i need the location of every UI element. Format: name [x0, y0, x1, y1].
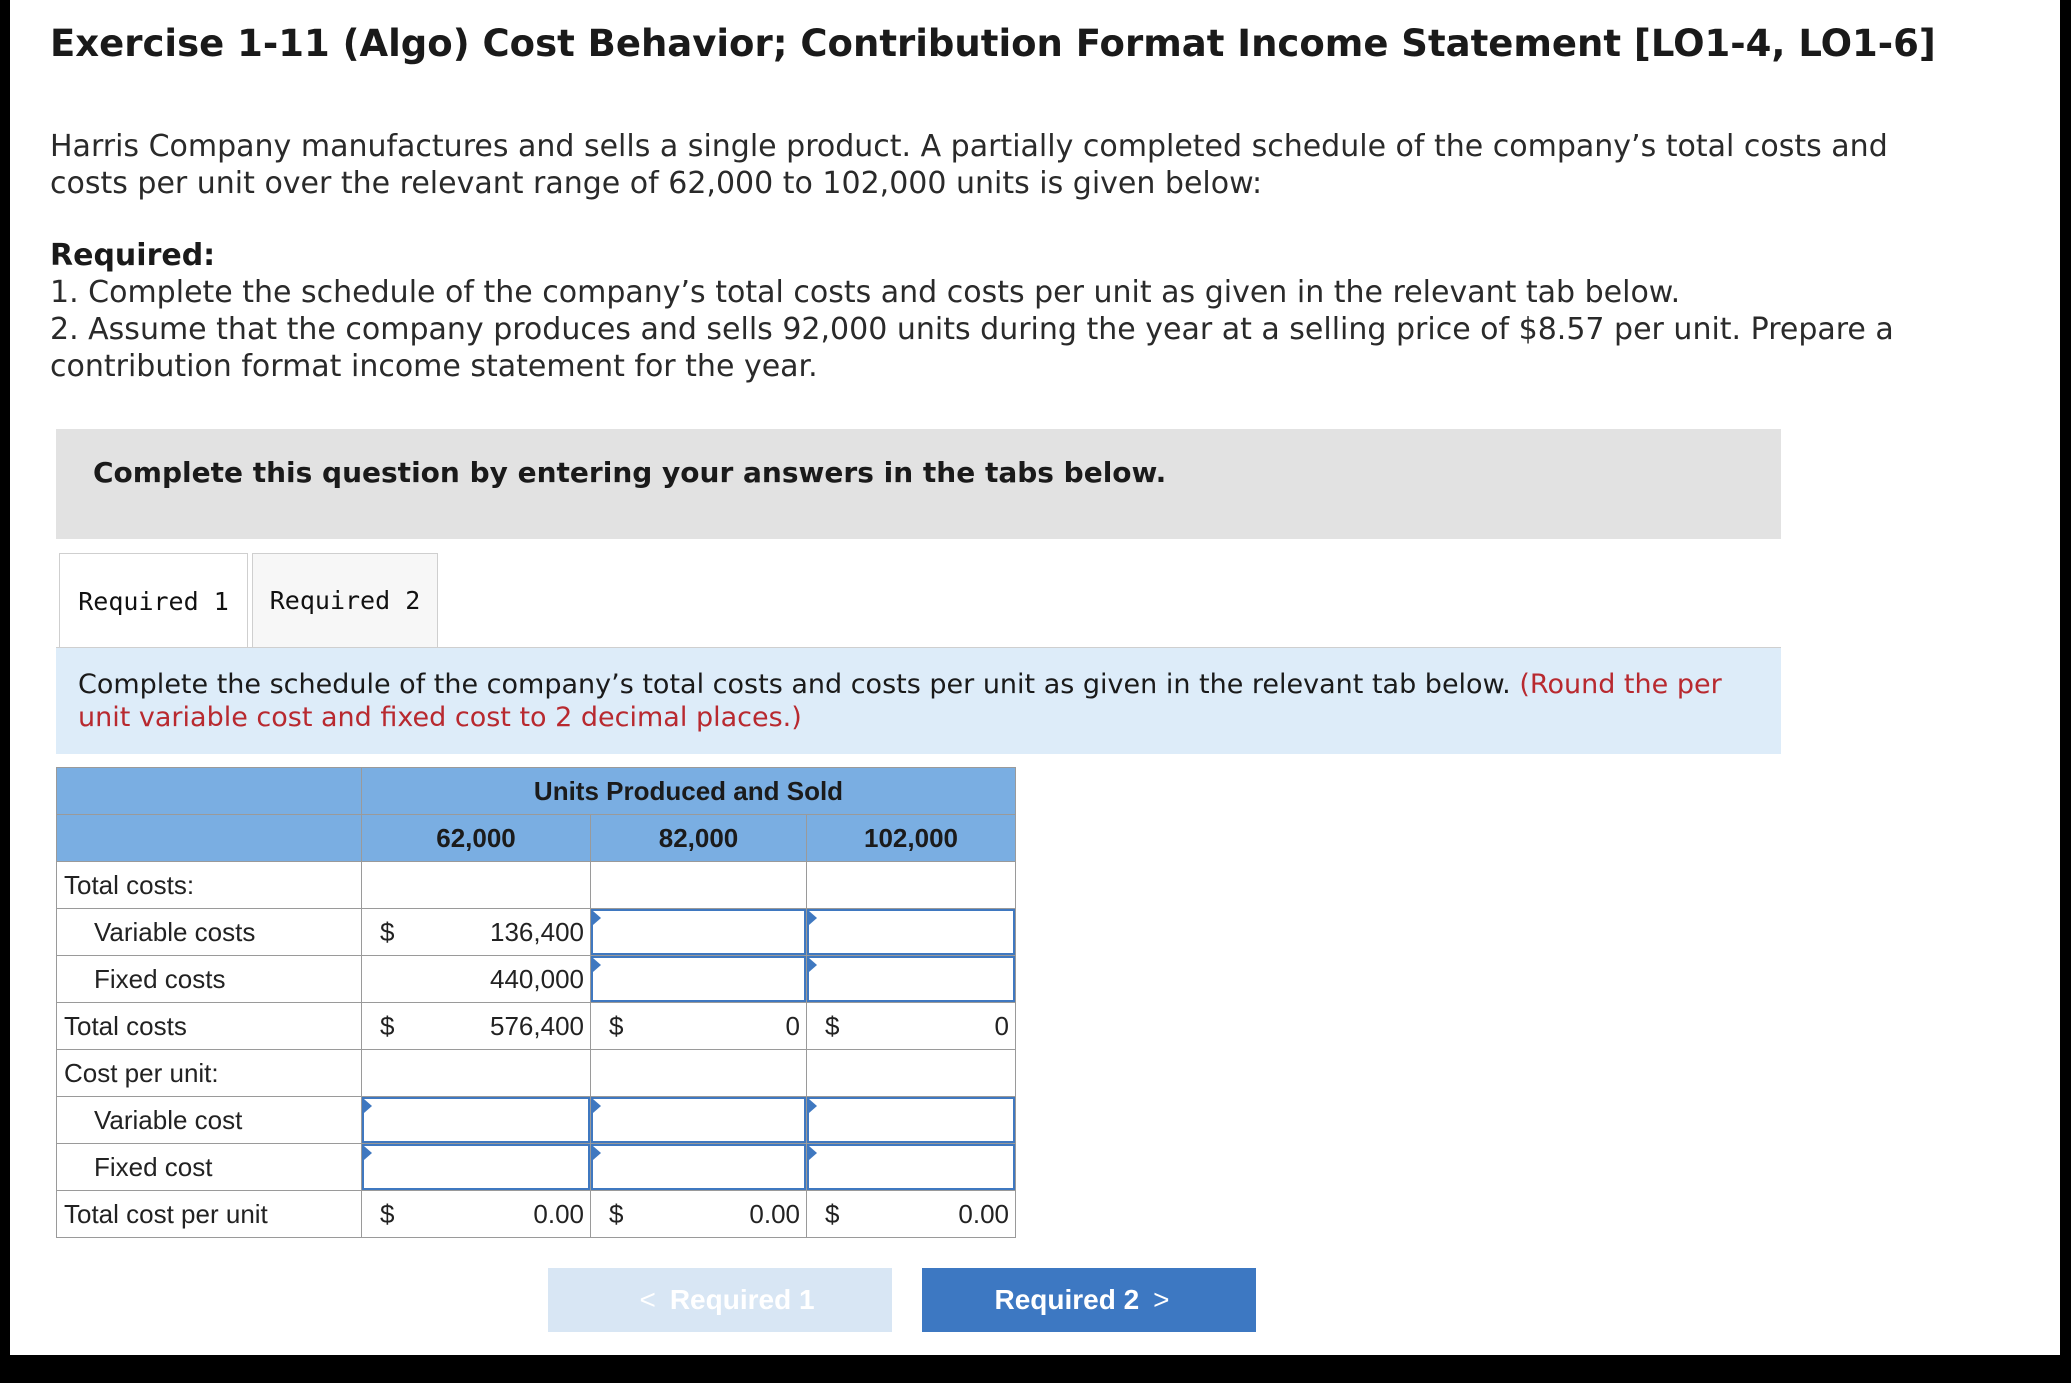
fixed-costs-label: Fixed costs — [57, 956, 362, 1003]
table-row — [57, 862, 1016, 909]
fixed-cost-label: Fixed cost — [57, 1144, 362, 1191]
total-cost-per-unit-82000-value: 0.00 — [749, 1198, 800, 1229]
cost-schedule-table — [56, 767, 1016, 1238]
table-row — [57, 956, 1016, 1003]
total-cost-per-unit-82000 — [591, 1191, 807, 1238]
column-header-62000: 62,000 — [362, 815, 591, 862]
variable-costs-label: Variable costs — [57, 909, 362, 956]
instruction-bar — [56, 429, 1781, 539]
fixed-cost-102000-input[interactable] — [807, 1144, 1016, 1191]
tab-instruction — [56, 648, 1781, 754]
tab-required-1[interactable]: Required 1 — [59, 553, 248, 649]
table-row — [57, 909, 1016, 956]
fixed-costs-62000-value: 440,000 — [490, 963, 584, 994]
chevron-left-icon: < — [639, 1284, 656, 1315]
variable-costs-62000 — [362, 909, 591, 956]
header-row-group — [57, 768, 1016, 815]
table-row — [57, 1144, 1016, 1191]
variable-costs-62000-value: 136,400 — [490, 916, 584, 947]
fixed-costs-82000-input[interactable] — [591, 956, 807, 1003]
prev-required-1-button[interactable] — [548, 1268, 892, 1332]
chevron-right-icon: > — [1153, 1284, 1170, 1315]
total-costs-82000-value: 0 — [785, 1010, 800, 1041]
total-costs-102000-value: 0 — [994, 1010, 1009, 1041]
empty-cell — [807, 862, 1016, 909]
currency-symbol: $ — [609, 1010, 624, 1041]
exercise-title: Exercise 1-11 (Algo) Cost Behavior; Contribution Format Income Statement [LO1-4, LO1-6] — [50, 22, 1936, 65]
variable-cost-102000-input[interactable] — [807, 1097, 1016, 1144]
empty-cell — [362, 1050, 591, 1097]
total-costs-label: Total costs — [57, 1003, 362, 1050]
total-cost-per-unit-62000 — [362, 1191, 591, 1238]
fixed-costs-62000 — [362, 956, 591, 1003]
empty-cell — [807, 1050, 1016, 1097]
total-costs-102000 — [807, 1003, 1016, 1050]
table-row — [57, 1097, 1016, 1144]
header-blank-2 — [57, 815, 362, 862]
required-heading: Required: — [50, 238, 216, 273]
header-row-columns — [57, 815, 1016, 862]
next-required-2-button[interactable] — [922, 1268, 1256, 1332]
intro-text: Harris Company manufactures and sells a single product. A partially completed schedule of the company’s total costs and costs per unit over the relevant range of 62,000 to 102,000 units is given below: — [50, 129, 1888, 201]
currency-symbol: $ — [825, 1010, 840, 1041]
total-costs-62000-value: 576,400 — [490, 1010, 584, 1041]
units-group-header: Units Produced and Sold — [362, 768, 1016, 815]
fixed-cost-62000-input[interactable] — [362, 1144, 591, 1191]
variable-costs-82000-input[interactable] — [591, 909, 807, 956]
table-row — [57, 1003, 1016, 1050]
fixed-cost-82000-input[interactable] — [591, 1144, 807, 1191]
currency-symbol: $ — [380, 916, 395, 947]
empty-cell — [362, 862, 591, 909]
total-costs-82000 — [591, 1003, 807, 1050]
required-item-2: 2. Assume that the company produces and sells 92,000 units during the year at a selling price of $8.57 per unit. Prepare a contribution format income statement for the year. — [50, 312, 1894, 384]
table-row — [57, 1050, 1016, 1097]
total-cost-per-unit-102000 — [807, 1191, 1016, 1238]
variable-cost-62000-input[interactable] — [362, 1097, 591, 1144]
variable-cost-label: Variable cost — [57, 1097, 362, 1144]
cost-per-unit-section-label: Cost per unit: — [57, 1050, 362, 1097]
header-blank — [57, 768, 362, 815]
fixed-costs-102000-input[interactable] — [807, 956, 1016, 1003]
instruction-bar-text: Complete this question by entering your answers in the tabs below. — [93, 456, 1167, 489]
empty-cell — [591, 1050, 807, 1097]
table-row — [57, 1191, 1016, 1238]
currency-symbol: $ — [825, 1198, 840, 1229]
page — [10, 0, 2060, 1355]
total-costs-section-label: Total costs: — [57, 862, 362, 909]
variable-cost-82000-input[interactable] — [591, 1097, 807, 1144]
total-cost-per-unit-label: Total cost per unit — [57, 1191, 362, 1238]
column-header-82000: 82,000 — [591, 815, 807, 862]
required-item-1: 1. Complete the schedule of the company’s total costs and costs per unit as given in the relevant tab below. — [50, 275, 1681, 310]
column-header-102000: 102,000 — [807, 815, 1016, 862]
total-costs-62000 — [362, 1003, 591, 1050]
currency-symbol: $ — [380, 1198, 395, 1229]
variable-costs-102000-input[interactable] — [807, 909, 1016, 956]
tab-instruction-text: Complete the schedule of the company’s total costs and costs per unit as given in the relevant tab below. — [78, 669, 1511, 700]
prev-button-label: Required 1 — [669, 1284, 815, 1315]
total-cost-per-unit-102000-value: 0.00 — [958, 1198, 1009, 1229]
rounding-note: (Round the per unit variable cost and fixed cost to 2 decimal places.) — [78, 669, 1722, 733]
currency-symbol: $ — [609, 1198, 624, 1229]
tab-required-2[interactable]: Required 2 — [252, 553, 438, 648]
empty-cell — [591, 862, 807, 909]
currency-symbol: $ — [380, 1010, 395, 1041]
total-cost-per-unit-62000-value: 0.00 — [533, 1198, 584, 1229]
next-button-label: Required 2 — [994, 1284, 1140, 1315]
